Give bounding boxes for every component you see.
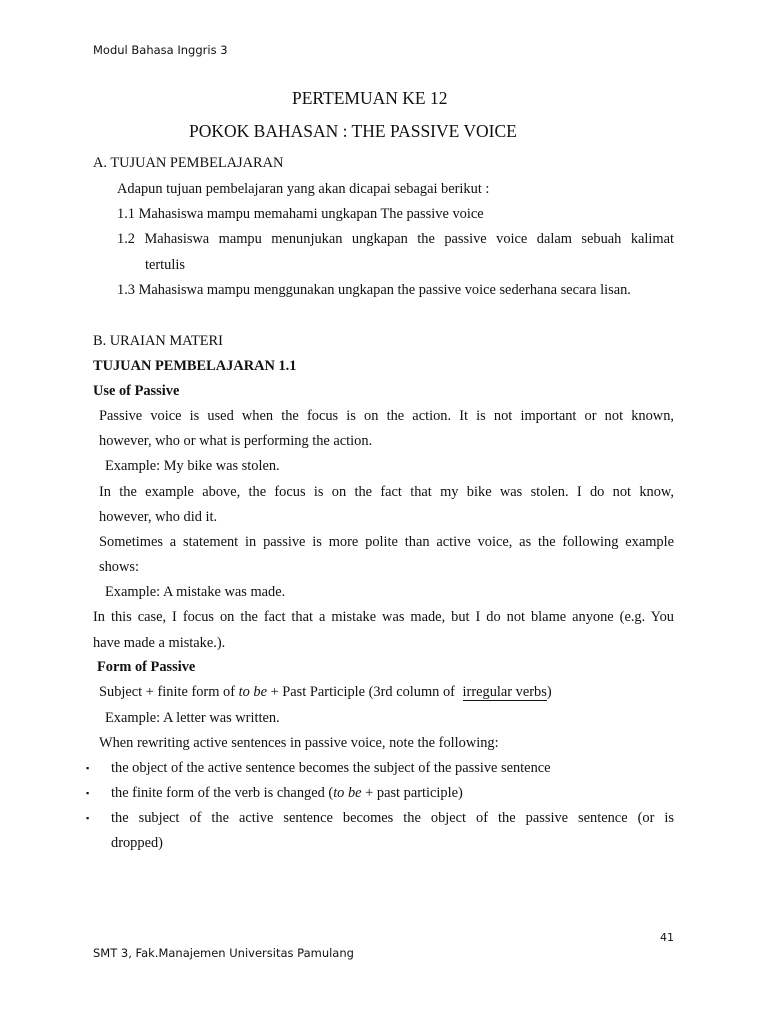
- use-of-passive-heading: Use of Passive: [93, 383, 180, 399]
- page-title-meeting: PERTEMUAN KE 12: [292, 88, 448, 108]
- section-b-heading: B. URAIAN MATERI: [93, 333, 223, 349]
- bullet-item-1: the object of the active sentence becomes the subject of the passive sentence: [111, 760, 551, 776]
- bullet-item-2-part1: the finite form of the verb is changed (: [111, 785, 334, 801]
- bullet-marker-2: ▪: [86, 788, 90, 798]
- section-b-subheading: TUJUAN PEMBELAJARAN 1.1: [93, 358, 297, 374]
- goal-1-2-line2: tertulis: [145, 257, 185, 273]
- para-2-line1: In the example above, the focus is on the fact that my bike was stolen. I do not know,: [99, 484, 674, 500]
- section-a-heading: A. TUJUAN PEMBELAJARAN: [93, 155, 284, 171]
- form-formula-to-be: to be: [238, 684, 267, 700]
- example-2: Example: A mistake was made.: [105, 584, 286, 600]
- section-a-intro: Adapun tujuan pembelajaran yang akan dicapai sebagai berikut :: [117, 181, 490, 197]
- irregular-verbs-link[interactable]: irregular verbs: [462, 684, 547, 700]
- bullet-item-2-to-be: to be: [333, 785, 362, 801]
- para-2-line2: however, who did it.: [99, 509, 218, 525]
- page-number: 41: [660, 931, 674, 944]
- bullet-marker-3: ▪: [86, 813, 90, 823]
- form-formula-part1: Subject + finite form of: [99, 684, 239, 700]
- para-1-line2: however, who or what is performing the action.: [99, 433, 373, 449]
- form-of-passive-heading: Form of Passive: [97, 659, 196, 675]
- para-4-line1: In this case, I focus on the fact that a mistake was made, but I do not blame anyone (e.g. You: [93, 609, 674, 625]
- form-formula: [99, 683, 552, 701]
- para-3-line2: shows:: [99, 559, 139, 575]
- goal-1-1: 1.1 Mahasiswa mampu memahami ungkapan The passive voice: [117, 206, 484, 222]
- goal-1-3: 1.3 Mahasiswa mampu menggunakan ungkapan the passive voice sederhana secara lisan.: [117, 282, 631, 298]
- example-3: Example: A letter was written.: [105, 710, 280, 726]
- example-1: Example: My bike was stolen.: [105, 458, 280, 474]
- para-3-line1: Sometimes a statement in passive is more polite than active voice, as the following example: [99, 534, 674, 550]
- bullet-item-2: [111, 784, 463, 802]
- page-title-topic: POKOK BAHASAN : THE PASSIVE VOICE: [189, 121, 517, 141]
- running-header: Modul Bahasa Inggris 3: [93, 43, 228, 57]
- running-footer: SMT 3, Fak.Manajemen Universitas Pamulang: [93, 946, 354, 960]
- bullet-item-2-part2: + past participle): [361, 785, 463, 801]
- rewrite-note: When rewriting active sentences in passive voice, note the following:: [99, 735, 499, 751]
- form-formula-part2: + Past Participle (3rd column of: [266, 684, 459, 700]
- bullet-marker-1: ▪: [86, 763, 90, 773]
- para-4-line2: have made a mistake.).: [93, 635, 226, 651]
- bullet-item-3-line1: the subject of the active sentence becomes the object of the passive sentence (or is: [111, 810, 674, 826]
- bullet-item-3-line2: dropped): [111, 835, 163, 851]
- para-1-line1: Passive voice is used when the focus is on the action. It is not important or not known,: [99, 408, 674, 424]
- goal-1-2-line1: 1.2 Mahasiswa mampu menunjukan ungkapan the passive voice dalam sebuah kalimat: [117, 231, 674, 247]
- form-formula-close: ): [546, 684, 552, 700]
